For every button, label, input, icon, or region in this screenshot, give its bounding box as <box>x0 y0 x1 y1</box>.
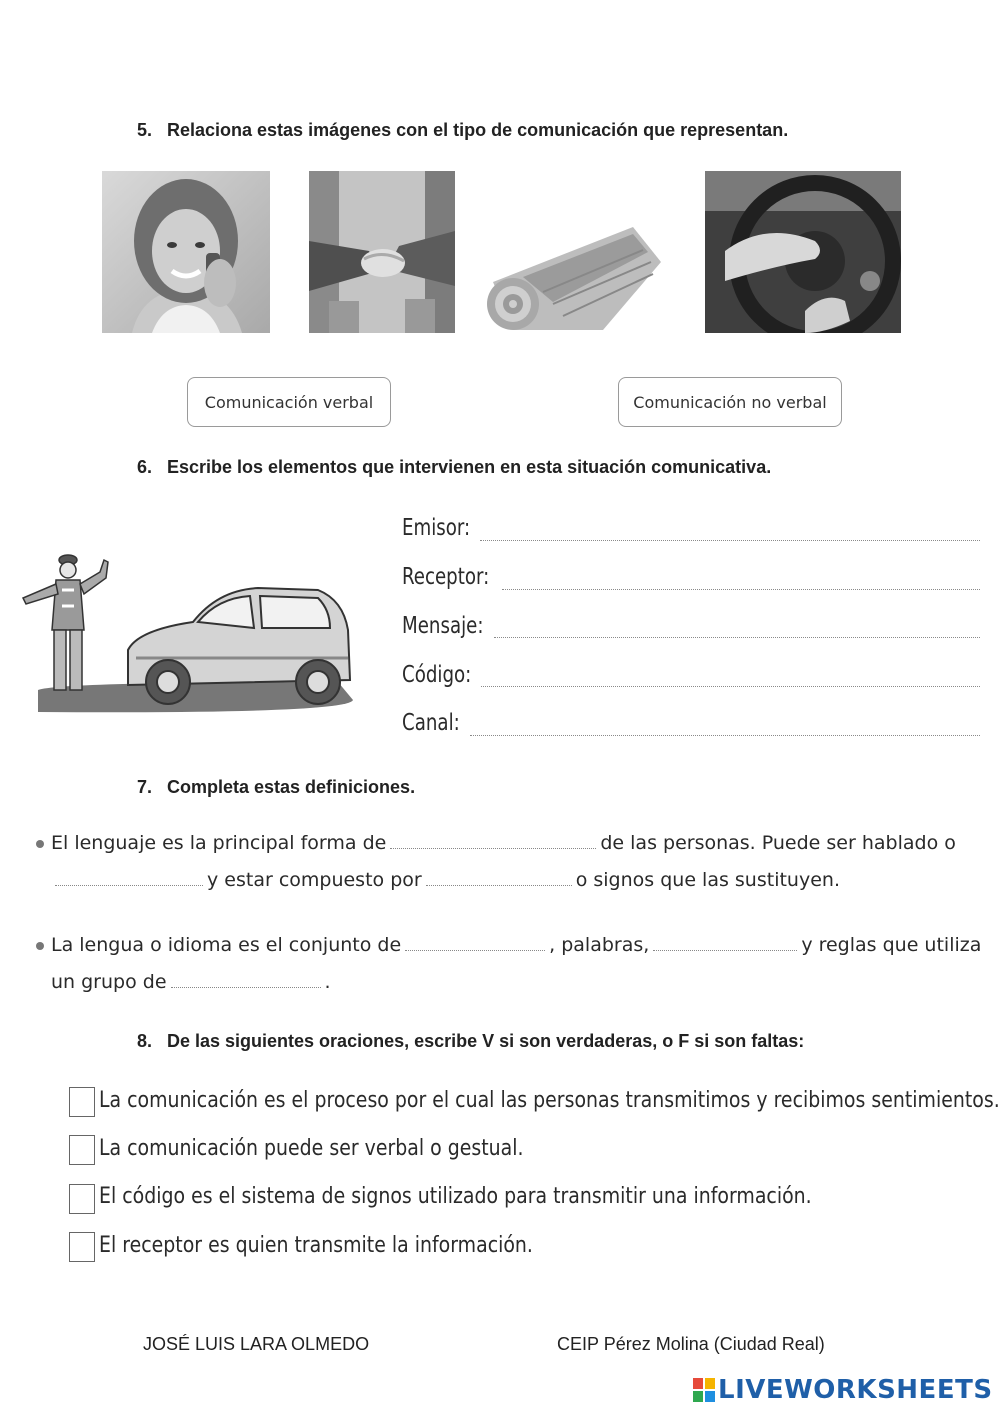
answer-box-2[interactable] <box>69 1135 95 1165</box>
field-emisor-input[interactable] <box>480 540 980 541</box>
answer-box-4[interactable] <box>69 1232 95 1262</box>
field-mensaje-label: Mensaje: <box>402 613 484 639</box>
exercise-5-title <box>137 120 788 141</box>
car-horn-photo <box>705 171 901 333</box>
definition-1-line-1 <box>51 832 956 854</box>
statement-1: La comunicación es el proceso por el cual las personas transmitimos y recibimos sentimientos. <box>99 1088 1000 1113</box>
statement-2: La comunicación puede ser verbal o gestual. <box>99 1136 524 1161</box>
bullet-icon <box>36 840 44 848</box>
exercise-number: 7. <box>137 777 153 797</box>
def1-blank-2[interactable] <box>55 871 203 886</box>
exercise-6-title <box>137 457 771 478</box>
option-no-verbal[interactable] <box>618 377 842 427</box>
field-receptor-input[interactable] <box>502 589 980 590</box>
def2-blank-2[interactable] <box>653 936 797 951</box>
def1-text-4: o signos que las sustituyen. <box>575 869 840 891</box>
statement-4: El receptor es quien transmite la información. <box>99 1233 533 1258</box>
exercise-number: 8. <box>137 1031 153 1051</box>
def1-text-1: El lenguaje es la principal forma de <box>51 832 387 854</box>
exercise-number: 6. <box>137 457 153 477</box>
def1-text-2: de las personas. Puede ser hablado o <box>600 832 956 854</box>
def1-blank-1[interactable] <box>390 834 596 849</box>
exercise-7-title <box>137 777 415 798</box>
footer-school: CEIP Pérez Molina (Ciudad Real) <box>557 1334 825 1354</box>
liveworksheets-logo-icon <box>693 1378 715 1402</box>
field-codigo-input[interactable] <box>481 686 980 687</box>
option-no-verbal-label: Comunicación no verbal <box>633 392 827 412</box>
field-codigo-label: Código: <box>402 662 472 688</box>
definition-2-line-1 <box>51 934 981 956</box>
exercise-title-text: Completa estas definiciones. <box>167 777 416 797</box>
definition-1-line-2 <box>55 869 840 891</box>
answer-box-1[interactable] <box>69 1087 95 1117</box>
def2-text-4: un grupo de <box>51 971 167 993</box>
option-verbal-label: Comunicación verbal <box>204 392 374 412</box>
liveworksheets-logo-text: LIVEWORKSHEETS <box>718 1375 993 1405</box>
statement-3: El código es el sistema de signos utilizado para transmitir una información. <box>99 1184 812 1209</box>
exercise-title-text: Relaciona estas imágenes con el tipo de comunicación que representan. <box>167 120 789 140</box>
liveworksheets-logo[interactable] <box>693 1375 993 1405</box>
field-canal-label: Canal: <box>402 710 460 736</box>
rolled-newspaper-photo <box>483 222 663 334</box>
answer-box-3[interactable] <box>69 1184 95 1214</box>
def2-blank-3[interactable] <box>171 973 321 988</box>
def2-text-3: y reglas que utiliza <box>801 934 982 956</box>
girl-on-phone-photo <box>102 171 270 333</box>
field-emisor-label: Emisor: <box>402 515 471 541</box>
def2-text-2: , palabras, <box>549 934 650 956</box>
def2-blank-1[interactable] <box>405 936 545 951</box>
exercise-number: 5. <box>137 120 153 140</box>
def2-text-5: . <box>324 971 331 993</box>
def1-blank-3[interactable] <box>426 871 572 886</box>
field-receptor-label: Receptor: <box>402 564 490 590</box>
exercise-8-title <box>137 1031 804 1052</box>
bullet-icon <box>36 942 44 950</box>
field-canal-input[interactable] <box>470 735 980 736</box>
footer-author: JOSÉ LUIS LARA OLMEDO <box>143 1334 370 1354</box>
field-mensaje-input[interactable] <box>494 637 980 638</box>
definition-2-line-2 <box>51 971 331 993</box>
handshake-photo <box>309 171 455 333</box>
exercise-title-text: Escribe los elementos que intervienen en esta situación comunicativa. <box>167 457 772 477</box>
exercise-title-text: De las siguientes oraciones, escribe V si son verdaderas, o F si son faltas: <box>167 1031 805 1051</box>
def1-text-3: y estar compuesto por <box>207 869 422 891</box>
traffic-officer-car-illustration <box>18 550 358 720</box>
option-verbal[interactable] <box>187 377 391 427</box>
def2-text-1: La lengua o idioma es el conjunto de <box>51 934 402 956</box>
